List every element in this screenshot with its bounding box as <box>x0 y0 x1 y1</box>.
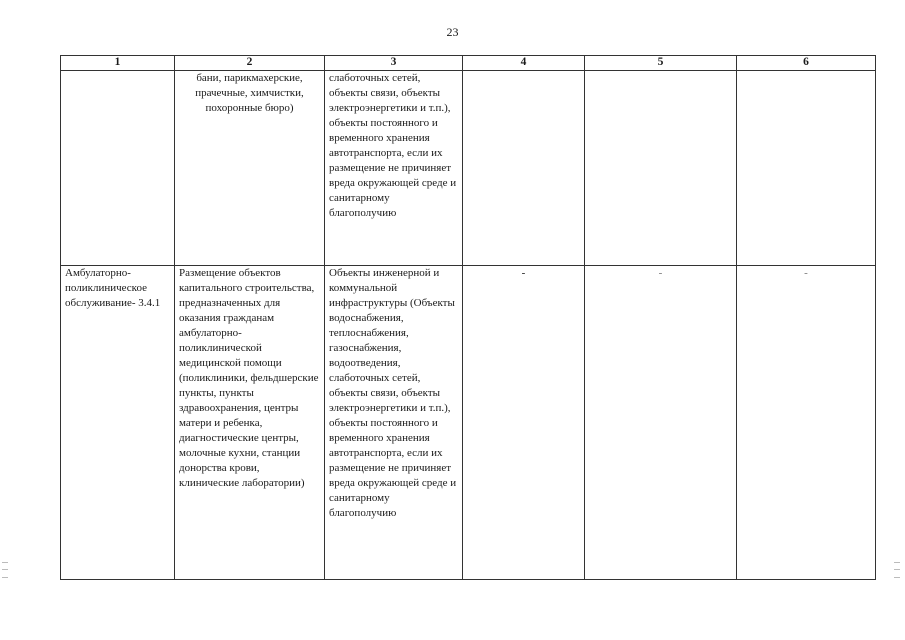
table-row <box>61 71 876 266</box>
header-row <box>61 56 876 71</box>
row-2-col-6: - <box>737 266 876 580</box>
column-header-3: 3 <box>325 56 463 71</box>
regulations-table <box>60 55 876 580</box>
row-2-col-1: Амбулаторно-поликлиническое обслуживание- 3.4.1 <box>61 266 175 580</box>
row-2-col-3: Объекты инженерной и коммунальной инфраструктуры (Объекты водоснабжения, теплоснабжения, газоснабжения, водоотведения, слаботочных сетей, объекты связи, объекты электроэнергетики и т.п.), объекты постоянного и временного хранения автотранспорта, если их размещение не причиняет вреда окружающей среде и санитарному благополучию <box>325 266 463 580</box>
column-header-4: 4 <box>463 56 585 71</box>
row-1-col-4 <box>463 71 585 266</box>
row-1-col-2: бани, парикмахерские, прачечные, химчистки, похоронные бюро) <box>175 71 325 266</box>
table-row <box>61 266 876 580</box>
row-2-col-2: Размещение объектов капитального строительства, предназначенных для оказания гражданам амбулаторно-поликлинической медицинской помощи (поликлиники, фельдшерские пункты, пункты здравоохранения, центры матери и ребенка, диагностические центры, молочные кухни, станции донорства крови, клинические лаборатории) <box>175 266 325 580</box>
row-1-col-3: слаботочных сетей, объекты связи, объекты электроэнергетики и т.п.), объекты постоянного и временного хранения автотранспорта, если их размещение не причиняет вреда окружающей среде и санитарному благополучию <box>325 71 463 266</box>
left-margin-mark <box>2 562 8 578</box>
row-2-col-4: - <box>463 266 585 580</box>
row-1-col-5 <box>585 71 737 266</box>
page-number: 23 <box>446 25 459 39</box>
column-header-5: 5 <box>585 56 737 71</box>
right-margin-mark <box>894 562 900 578</box>
column-header-6: 6 <box>737 56 876 71</box>
column-header-2: 2 <box>175 56 325 71</box>
column-header-1: 1 <box>61 56 175 71</box>
row-1-col-6 <box>737 71 876 266</box>
row-2-col-5: - <box>585 266 737 580</box>
row-1-col-1 <box>61 71 175 266</box>
